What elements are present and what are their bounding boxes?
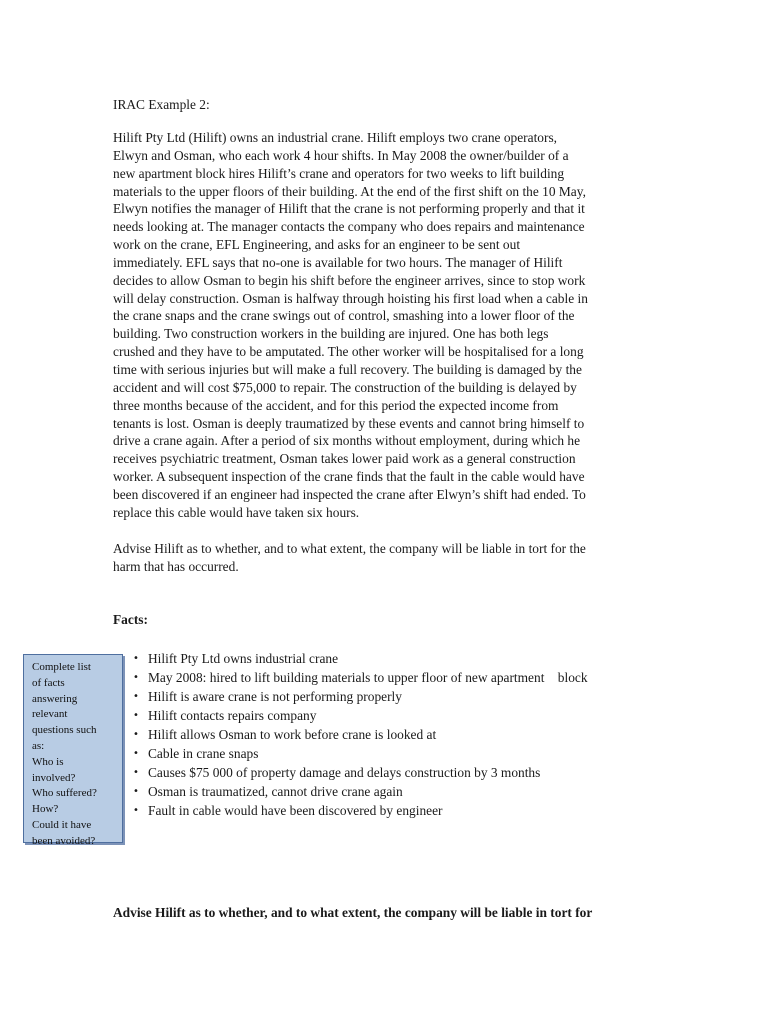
callout-line: as: — [32, 739, 45, 752]
callout-line: answering — [32, 692, 78, 705]
callout-line: questions such — [32, 724, 97, 737]
callout-line: Who suffered? — [32, 787, 97, 800]
bottom-advise-heading: Advise Hilift as to whether, and to what extent, the company will be liable in tort for — [113, 905, 593, 920]
intro-line: needs looking at. The manager contacts the company who does repairs and maintenance — [113, 219, 585, 235]
list-item — [133, 782, 588, 801]
callout-line: of facts — [32, 676, 65, 689]
callout-line: involved? — [32, 771, 76, 784]
intro-line: crushed and they have to be amputated. The other worker will be hospitalised for a long — [113, 344, 584, 360]
callout-line: relevant — [32, 708, 68, 721]
intro-line: Hilift Pty Ltd (Hilift) owns an industrial crane. Hilift employs two crane operators, — [113, 130, 558, 145]
bullet-icon: • — [133, 710, 139, 721]
intro-paragraph — [113, 129, 658, 522]
fact-text: Osman is traumatized, cannot drive crane again — [148, 784, 403, 799]
bullet-icon: • — [133, 805, 139, 816]
advise-paragraph — [113, 540, 658, 576]
intro-line: the crane snaps and the crane swings out of control, smashing into a lower floor of the — [113, 308, 575, 324]
callout-line: Could it have — [32, 818, 92, 831]
fact-text: Hilift is aware crane is not performing properly — [148, 689, 402, 704]
intro-line: building. Two construction workers in the building are injured. One has both legs — [113, 326, 549, 342]
fact-text: Hilift contacts repairs company — [148, 708, 317, 723]
list-item — [133, 725, 588, 744]
fact-text: Causes $75 000 of property damage and delays construction by 3 months — [148, 765, 541, 780]
list-item — [133, 649, 588, 668]
advise-line: Advise Hilift as to whether, and to what extent, the company will be liable in tort for the — [113, 541, 586, 556]
callout-line: been avoided? — [32, 834, 96, 847]
list-item — [133, 763, 588, 782]
callout-line: Who is — [32, 755, 64, 768]
intro-line: new apartment block hires Hilift’s crane and operators for two weeks to lift building — [113, 165, 565, 181]
fact-text: Hilift Pty Ltd owns industrial crane — [148, 651, 339, 666]
list-item — [133, 668, 588, 687]
bullet-icon: • — [133, 691, 139, 702]
advise-line: harm that has occurred. — [113, 558, 239, 574]
intro-line: time with serious injuries but will make a full recovery. The building is damaged by the — [113, 361, 582, 377]
document-heading: IRAC Example 2: — [113, 97, 210, 112]
fact-text: May 2008: hired to lift building materials to upper floor of new apartment block — [148, 670, 588, 685]
intro-line: Elwyn and Osman, who each work 4 hour shifts. In May 2008 the owner/builder of a — [113, 147, 569, 163]
list-item — [133, 744, 588, 763]
facts-guidance-callout — [23, 654, 123, 847]
bullet-icon: • — [133, 767, 139, 778]
intro-line: worker. A subsequent inspection of the crane finds that the fault in the cable would have — [113, 469, 585, 485]
intro-line: Elwyn notifies the manager of Hilift that the crane is not performing properly and that it — [113, 201, 585, 217]
intro-line: tenants is lost. Osman is deeply traumatized by these events and cannot bring himself to — [113, 415, 585, 431]
list-item — [133, 687, 588, 706]
intro-line: decides to allow Osman to begin his shift before the engineer arrives, since to stop work — [113, 272, 586, 288]
bullet-icon: • — [133, 653, 139, 664]
facts-heading: Facts: — [113, 612, 148, 627]
facts-list — [133, 649, 588, 820]
intro-line: receives psychiatric treatment, Osman takes lower paid work as a general construction — [113, 451, 576, 467]
bullet-icon: • — [133, 672, 139, 683]
callout-line: Complete list — [32, 661, 91, 673]
bullet-icon: • — [133, 786, 139, 797]
intro-line: work on the crane, EFL Engineering, and asks for an engineer to be sent out — [113, 237, 521, 253]
intro-line: drive a crane again. After a period of six months without employment, during which he — [113, 433, 581, 449]
intro-line: been discovered if an engineer had inspected the crane after Elwyn’s shift had ended. To — [113, 486, 586, 502]
intro-line: accident and will cost $75,000 to repair. The construction of the building is delayed by — [113, 379, 577, 395]
intro-line: replace this cable would have taken six hours. — [113, 504, 360, 520]
fact-text: Hilift allows Osman to work before crane is looked at — [148, 727, 437, 742]
intro-line: will delay construction. Osman is halfway through hoisting his first load when a cable in — [113, 290, 588, 306]
list-item — [133, 801, 588, 820]
intro-line: three months because of the accident, and for this period the expected income from — [113, 397, 559, 413]
intro-line: materials to the upper floors of their building. At the end of the first shift on the 10 May, — [113, 183, 586, 199]
bullet-icon: • — [133, 748, 139, 759]
fact-text: Fault in cable would have been discovered by engineer — [148, 803, 443, 818]
bullet-icon: • — [133, 729, 139, 740]
list-item — [133, 706, 588, 725]
callout-line: How? — [32, 803, 59, 816]
fact-text: Cable in crane snaps — [148, 746, 259, 761]
intro-line: immediately. EFL says that no-one is available for two hours. The manager of Hilift — [113, 254, 563, 270]
